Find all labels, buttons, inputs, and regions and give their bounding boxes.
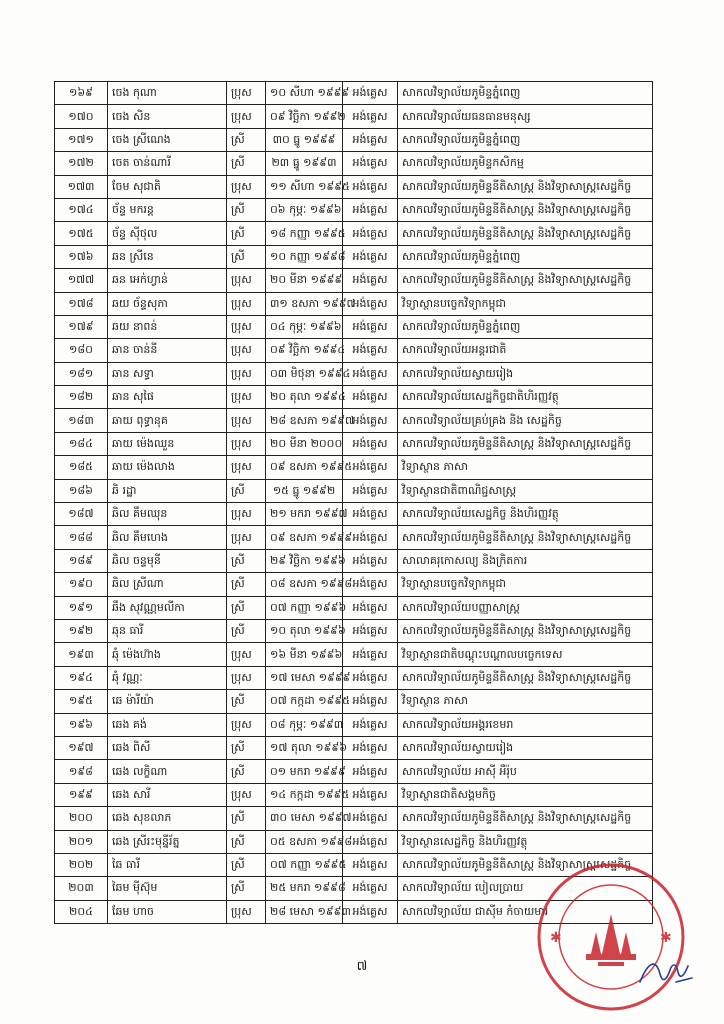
table-row (55, 666, 653, 689)
candidate-name-cell: ឆេ ម៉ារីយ៉ា (108, 690, 227, 713)
language-cell: អង់គ្លេស (343, 643, 398, 666)
language-cell: អង់គ្លេស (343, 339, 398, 362)
university-cell: វិទ្យាស្ថានបច្ចេកវិទ្យាកម្ពុជា (398, 573, 653, 596)
gender-cell: ប្រុស (227, 175, 266, 198)
candidate-name-cell: ឆិល ស្រីណា (108, 573, 227, 596)
table-row (55, 386, 653, 409)
language-cell: អង់គ្លេស (343, 877, 398, 900)
date-of-birth-cell: ០៧ កញ្ញា ១៩៩៦ (266, 596, 343, 619)
date-of-birth-cell: ២០ តុលា ១៩៩៤ (266, 386, 343, 409)
gender-cell: ប្រុស (227, 456, 266, 479)
candidate-name-cell: ច័ន្ទ មករន្ត (108, 198, 227, 221)
table-row (55, 713, 653, 736)
university-cell: សាកលវិទ្យាល័យអន្តរជាតិ (398, 339, 653, 362)
table-row (55, 269, 653, 292)
university-cell: សាកលវិទ្យាល័យធនធានមនុស្ស (398, 105, 653, 128)
candidate-name-cell: ឆេង ស្រីរះមុន្នីរ័ត្ន (108, 830, 227, 853)
temple-emblem-icon (586, 914, 636, 966)
university-cell: សាកលវិទ្យាល័យភូមិន្ទនីតិសាស្ត្រ និងវិទ្យាសាស្ត្រសេដ្ឋកិច្ច (398, 222, 653, 245)
candidate-name-cell: ឆុំ ម៉េងហ៊ាង (108, 643, 227, 666)
gender-cell: ស្រី (227, 760, 266, 783)
row-number-cell: ១៧២ (55, 152, 108, 175)
date-of-birth-cell: ៣០ មេសា ១៩៩៧ (266, 807, 343, 830)
candidate-name-cell: ឆុំ វណ្ណៈ (108, 666, 227, 689)
row-number-cell: ១៨៥ (55, 456, 108, 479)
row-number-cell: ១៧៦ (55, 245, 108, 268)
language-cell: អង់គ្លេស (343, 315, 398, 338)
gender-cell: ស្រី (227, 573, 266, 596)
candidate-name-cell: ឆេង សារី (108, 783, 227, 806)
university-cell: វិទ្យាស្ថាន ភាសា (398, 456, 653, 479)
candidate-name-cell: ចេង ស្រីណេង (108, 128, 227, 151)
university-cell: សាកលវិទ្យាល័យភូមិន្ទភ្នំពេញ (398, 245, 653, 268)
svg-text:✱: ✱ (660, 930, 672, 946)
university-cell: សាកលវិទ្យាល័យភូមិន្ទកសិកម្ម (398, 152, 653, 175)
candidate-name-cell: ឆយ ច័ន្ទសុភា (108, 292, 227, 315)
row-number-cell: ១៨៩ (55, 549, 108, 572)
language-cell: អង់គ្លេស (343, 573, 398, 596)
candidate-name-cell: ឆន អេក់ហ្វាន់ (108, 269, 227, 292)
candidate-name-cell: ច័ន្ទ ស៊ីថុល (108, 222, 227, 245)
language-cell: អង់គ្លេស (343, 292, 398, 315)
date-of-birth-cell: ១៦ មីនា ១៩៩៦ (266, 643, 343, 666)
row-number-cell: ១៩១ (55, 596, 108, 619)
university-cell: សាកលវិទ្យាល័យភូមិន្ទនីតិសាស្ត្រ និងវិទ្យាសាស្ត្រសេដ្ឋកិច្ច (398, 526, 653, 549)
svg-text:✱: ✱ (550, 930, 562, 946)
candidate-name-cell: ឆិល គឹមហេង (108, 526, 227, 549)
language-cell: អង់គ្លេស (343, 456, 398, 479)
candidate-name-cell: ឆៃ ធារី (108, 853, 227, 876)
gender-cell: ប្រុស (227, 666, 266, 689)
row-number-cell: ១៨៦ (55, 479, 108, 502)
university-cell: សាកលវិទ្យាល័យភូមិន្ទនីតិសាស្ត្រ និងវិទ្យាសាស្ត្រសេដ្ឋកិច្ច (398, 666, 653, 689)
university-cell: វិទ្យាស្ថានសេដ្ឋកិច្ច និងហិរញ្ញវត្ថុ (398, 830, 653, 853)
date-of-birth-cell: ០៣ មិថុនា ១៩៩៤ (266, 362, 343, 385)
table-row (55, 526, 653, 549)
row-number-cell: ១៨២ (55, 386, 108, 409)
table-row (55, 339, 653, 362)
row-number-cell: ១៧៤ (55, 198, 108, 221)
candidate-name-cell: ឆាន សទ្ធា (108, 362, 227, 385)
language-cell: អង់គ្លេស (343, 666, 398, 689)
row-number-cell: ១៨៣ (55, 409, 108, 432)
row-number-cell: ១៩៤ (55, 666, 108, 689)
candidate-name-cell: ឆេង គង់ (108, 713, 227, 736)
gender-cell: ស្រី (227, 198, 266, 221)
row-number-cell: ១៨០ (55, 339, 108, 362)
university-cell: សាកលវិទ្យាល័យ អាស៊ី អឺរ៉ុប (398, 760, 653, 783)
university-cell: សាកលវិទ្យាល័យសេដ្ឋកិច្ចជាតិហិរញ្ញវត្ថុ (398, 386, 653, 409)
candidate-name-cell: ឆេង ពិសី (108, 736, 227, 759)
row-number-cell: ២០២ (55, 853, 108, 876)
gender-cell: ប្រុស (227, 783, 266, 806)
language-cell: អង់គ្លេស (343, 105, 398, 128)
candidate-name-cell: ឆេង លក្ខិណា (108, 760, 227, 783)
table-row (55, 105, 653, 128)
candidate-name-cell: ឆឹង សុវណ្ណមលីកា (108, 596, 227, 619)
signature (636, 952, 696, 992)
row-number-cell: ១៨៤ (55, 432, 108, 455)
language-cell: អង់គ្លេស (343, 269, 398, 292)
university-cell: សាកលវិទ្យាល័យសេដ្ឋកិច្ច និងហិរញ្ញវត្ថុ (398, 503, 653, 526)
date-of-birth-cell: ១០ តុលា ១៩៩៦ (266, 619, 343, 642)
date-of-birth-cell: ២១ មករា ១៩៩៧ (266, 503, 343, 526)
university-cell: សាកលវិទ្យាល័យ ជាស៊ីម កំចាយមារ (398, 900, 653, 923)
language-cell: អង់គ្លេស (343, 713, 398, 736)
candidate-name-cell: ឆិល គឹមឈុន (108, 503, 227, 526)
candidate-name-cell: ចែម សុជាតិ (108, 175, 227, 198)
language-cell: អង់គ្លេស (343, 619, 398, 642)
date-of-birth-cell: ០៩ វិច្ឆិកា ១៩៩២ (266, 105, 343, 128)
language-cell: អង់គ្លេស (343, 526, 398, 549)
gender-cell: ប្រុស (227, 339, 266, 362)
row-number-cell: ១៩៥ (55, 690, 108, 713)
date-of-birth-cell: ១៥ ធ្នូ ១៩៩២ (266, 479, 343, 502)
language-cell: អង់គ្លេស (343, 900, 398, 923)
university-cell: សាកលវិទ្យាល័យភូមិន្ទនីតិសាស្ត្រ និងវិទ្យាសាស្ត្រសេដ្ឋកិច្ច (398, 619, 653, 642)
candidate-name-cell: ឆាន ចាន់នី (108, 339, 227, 362)
university-cell: វិទ្យាស្ថាន ភាសា (398, 690, 653, 713)
table-row (55, 807, 653, 830)
gender-cell: ប្រុស (227, 362, 266, 385)
table-row (55, 573, 653, 596)
row-number-cell: ១៧៣ (55, 175, 108, 198)
date-of-birth-cell: ២៩ វិច្ឆិកា ១៩៩៦ (266, 549, 343, 572)
table-row (55, 245, 653, 268)
table-row (55, 152, 653, 175)
gender-cell: ប្រុស (227, 292, 266, 315)
row-number-cell: ១៧៩ (55, 315, 108, 338)
date-of-birth-cell: ១៧ មេសា ១៩៩៩ (266, 666, 343, 689)
gender-cell: ស្រី (227, 736, 266, 759)
candidate-name-cell: ឆយ នាពន់ (108, 315, 227, 338)
table-body (55, 82, 653, 924)
page-number: ៧ (356, 959, 368, 974)
university-cell: វិទ្យាស្ថានជាតិបណ្តុះបណ្តាលបច្ចេកទេស (398, 643, 653, 666)
candidate-name-cell: ឆៃម ម៉ីស៊ុម (108, 877, 227, 900)
university-cell: សាកលវិទ្យាល័យភូមិន្ទភ្នំពេញ (398, 315, 653, 338)
date-of-birth-cell: ០៨ កុម្ភៈ ១៩៩៣ (266, 713, 343, 736)
table-row (55, 479, 653, 502)
university-cell: សាកលវិទ្យាល័យស្វាយរៀង (398, 362, 653, 385)
table-row (55, 783, 653, 806)
gender-cell: ស្រី (227, 596, 266, 619)
row-number-cell: ១៨១ (55, 362, 108, 385)
gender-cell: ស្រី (227, 690, 266, 713)
date-of-birth-cell: ០៤ កុម្ភៈ ១៩៩៦ (266, 315, 343, 338)
university-cell: វិទ្យាស្ថានបច្ចេកវិទ្យាកម្ពុជា (398, 292, 653, 315)
row-number-cell: ១៨៧ (55, 503, 108, 526)
university-cell: វិទ្យាស្ថានជាតិសង្គមកិច្ច (398, 783, 653, 806)
date-of-birth-cell: ២០ មីនា ១៩៩៩ (266, 269, 343, 292)
language-cell: អង់គ្លេស (343, 409, 398, 432)
language-cell: អង់គ្លេស (343, 690, 398, 713)
candidate-name-cell: ឆាយ ពុទ្ធានុគ (108, 409, 227, 432)
table-row (55, 82, 653, 105)
language-cell: អង់គ្លេស (343, 245, 398, 268)
date-of-birth-cell: ២៥ មករា ១៩៩៨ (266, 877, 343, 900)
date-of-birth-cell: ០៨ ឧសភា ១៩៩៨ (266, 573, 343, 596)
candidate-name-cell: ឆាយ ម៉េងលាង (108, 456, 227, 479)
gender-cell: ប្រុស (227, 315, 266, 338)
language-cell: អង់គ្លេស (343, 222, 398, 245)
date-of-birth-cell: ២០ មីនា ២០០០ (266, 432, 343, 455)
gender-cell: ប្រុស (227, 432, 266, 455)
gender-cell: ស្រី (227, 619, 266, 642)
row-number-cell: ១៩៣ (55, 643, 108, 666)
language-cell: អង់គ្លេស (343, 596, 398, 619)
date-of-birth-cell: ២៣ ធ្នូ ១៩៩៣ (266, 152, 343, 175)
university-cell: សាកលវិទ្យាល័យបញ្ញាសាស្ត្រ (398, 596, 653, 619)
candidate-name-cell: ឆុន ធារី (108, 619, 227, 642)
candidate-name-cell: ឆិល ចន្ទមុនី (108, 549, 227, 572)
table-row (55, 690, 653, 713)
gender-cell: ប្រុស (227, 713, 266, 736)
date-of-birth-cell: ២៨ ឧសភា ១៩៩៧ (266, 409, 343, 432)
language-cell: អង់គ្លេស (343, 386, 398, 409)
gender-cell: ស្រី (227, 549, 266, 572)
candidate-name-cell: ឆាយ ម៉េងឈួន (108, 432, 227, 455)
gender-cell: ស្រី (227, 152, 266, 175)
gender-cell: ប្រុស (227, 269, 266, 292)
row-number-cell: ២០៣ (55, 877, 108, 900)
gender-cell: ប្រុស (227, 643, 266, 666)
university-cell: សាកលវិទ្យាល័យភូមិន្ទនីតិសាស្ត្រ និងវិទ្យាសាស្ត្រសេដ្ឋកិច្ច (398, 269, 653, 292)
row-number-cell: ១៩២ (55, 619, 108, 642)
table-row (55, 315, 653, 338)
table-row (55, 432, 653, 455)
table-row (55, 830, 653, 853)
candidate-name-cell: ឆាន សុផៃ (108, 386, 227, 409)
gender-cell: ប្រុស (227, 526, 266, 549)
gender-cell: ស្រី (227, 830, 266, 853)
gender-cell: ស្រី (227, 807, 266, 830)
gender-cell: ស្រី (227, 877, 266, 900)
date-of-birth-cell: ០៩ ឧសភា ១៩៩៩ (266, 526, 343, 549)
row-number-cell: ២០៤ (55, 900, 108, 923)
date-of-birth-cell: ០៥ ឧសភា ១៩៩៨ (266, 830, 343, 853)
gender-cell: ប្រុស (227, 105, 266, 128)
row-number-cell: ១៩០ (55, 573, 108, 596)
row-number-cell: ១៦៩ (55, 82, 108, 105)
table-row (55, 503, 653, 526)
university-cell: សាកលវិទ្យាល័យភូមិន្ទនីតិសាស្ត្រ និងវិទ្យាសាស្ត្រសេដ្ឋកិច្ច (398, 432, 653, 455)
candidate-name-cell: ចេត ចាន់ណារី (108, 152, 227, 175)
gender-cell: ប្រុស (227, 386, 266, 409)
date-of-birth-cell: ១៤ កក្កដា ១៩៩៥ (266, 783, 343, 806)
table-row (55, 292, 653, 315)
date-of-birth-cell: ១០ សីហា ១៩៩៩ (266, 82, 343, 105)
candidate-name-cell: ឆន ស្រីនេ (108, 245, 227, 268)
date-of-birth-cell: ០៧ កក្កដា ១៩៩៥ (266, 690, 343, 713)
gender-cell: ប្រុស (227, 82, 266, 105)
university-cell: សាកលវិទ្យាល័យភូមិន្ទនីតិសាស្ត្រ និងវិទ្យាសាស្ត្រសេដ្ឋកិច្ច (398, 807, 653, 830)
language-cell: អង់គ្លេស (343, 362, 398, 385)
gender-cell: ប្រុស (227, 409, 266, 432)
row-number-cell: ១៧៥ (55, 222, 108, 245)
university-cell: សាលាគរុកោសល្យ និងក្រិតការ (398, 549, 653, 572)
university-cell: សាកលវិទ្យាល័យភូមិន្ទភ្នំពេញ (398, 82, 653, 105)
gender-cell: ស្រី (227, 245, 266, 268)
date-of-birth-cell: ០៩ វិច្ឆិកា ១៩៩៤ (266, 339, 343, 362)
row-number-cell: ១៩៨ (55, 760, 108, 783)
table-row (55, 128, 653, 151)
language-cell: អង់គ្លេស (343, 479, 398, 502)
gender-cell: ស្រី (227, 853, 266, 876)
candidate-name-cell: ចេង កុណា (108, 82, 227, 105)
table-row (55, 362, 653, 385)
university-cell: សាកលវិទ្យាល័យគ្រប់គ្រង និង សេដ្ឋកិច្ច (398, 409, 653, 432)
gender-cell: ប្រុស (227, 900, 266, 923)
date-of-birth-cell: ១១ សីហា ១៩៩៥ (266, 175, 343, 198)
language-cell: អង់គ្លេស (343, 736, 398, 759)
candidate-name-cell: ចេង សិន (108, 105, 227, 128)
row-number-cell: ១៧១ (55, 128, 108, 151)
row-number-cell: ១៧៧ (55, 269, 108, 292)
table-row (55, 175, 653, 198)
row-number-cell: ១៩៧ (55, 736, 108, 759)
row-number-cell: ១៩៦ (55, 713, 108, 736)
university-cell: សាកលវិទ្យាល័យភូមិន្ទនីតិសាស្ត្រ និងវិទ្យាសាស្ត្រសេដ្ឋកិច្ច (398, 853, 653, 876)
candidate-name-cell: ឆិ រដ្ឋា (108, 479, 227, 502)
table-row (55, 619, 653, 642)
language-cell: អង់គ្លេស (343, 830, 398, 853)
row-number-cell: ១៧០ (55, 105, 108, 128)
language-cell: អង់គ្លេស (343, 432, 398, 455)
table-row (55, 549, 653, 572)
table-row (55, 596, 653, 619)
date-of-birth-cell: ០៦ កុម្ភៈ ១៩៩៦ (266, 198, 343, 221)
row-number-cell: ១៨៨ (55, 526, 108, 549)
row-number-cell: ២០១ (55, 830, 108, 853)
language-cell: អង់គ្លេស (343, 807, 398, 830)
language-cell: អង់គ្លេស (343, 783, 398, 806)
date-of-birth-cell: ១០ កញ្ញា ១៩៩៨ (266, 245, 343, 268)
table-row (55, 760, 653, 783)
language-cell: អង់គ្លេស (343, 198, 398, 221)
language-cell: អង់គ្លេស (343, 175, 398, 198)
language-cell: អង់គ្លេស (343, 152, 398, 175)
date-of-birth-cell: ៣០ ធ្នូ ១៩៩៩ (266, 128, 343, 151)
language-cell: អង់គ្លេស (343, 82, 398, 105)
university-cell: សាកលវិទ្យាល័យភូមិន្ទភ្នំពេញ (398, 128, 653, 151)
table-row (55, 222, 653, 245)
date-of-birth-cell: ១៧ តុលា ១៩៩៦ (266, 736, 343, 759)
date-of-birth-cell: ៣១ ឧសភា ១៩៩៧ (266, 292, 343, 315)
gender-cell: ស្រី (227, 479, 266, 502)
gender-cell: ប្រុស (227, 503, 266, 526)
language-cell: អង់គ្លេស (343, 760, 398, 783)
date-of-birth-cell: ១៨ កញ្ញា ១៩៩៥ (266, 222, 343, 245)
language-cell: អង់គ្លេស (343, 503, 398, 526)
gender-cell: ស្រី (227, 128, 266, 151)
university-cell: សាកលវិទ្យាល័យភូមិន្ទនីតិសាស្ត្រ និងវិទ្យាសាស្ត្រសេដ្ឋកិច្ច (398, 198, 653, 221)
language-cell: អង់គ្លេស (343, 549, 398, 572)
table-row (55, 456, 653, 479)
table-row (55, 736, 653, 759)
date-of-birth-cell: ០១ មករា ១៩៩៩ (266, 760, 343, 783)
table-row (55, 409, 653, 432)
university-cell: សាកលវិទ្យាល័យអង្គរខេមរា (398, 713, 653, 736)
candidate-name-cell: ឆែម ហាច (108, 900, 227, 923)
language-cell: អង់គ្លេស (343, 853, 398, 876)
date-of-birth-cell: ០៩ ឧសភា ១៩៩៥ (266, 456, 343, 479)
table-row (55, 198, 653, 221)
university-cell: សាកលវិទ្យាល័យ បៀលប្រាយ (398, 877, 653, 900)
candidate-name-cell: ឆេង សុខលាភ (108, 807, 227, 830)
table-row (55, 643, 653, 666)
university-cell: វិទ្យាស្ថានជាតិពាណិជ្ជសាស្ត្រ (398, 479, 653, 502)
university-cell: សាកលវិទ្យាល័យស្វាយរៀង (398, 736, 653, 759)
candidate-table (54, 81, 653, 924)
row-number-cell: ១៩៩ (55, 783, 108, 806)
row-number-cell: ១៧៨ (55, 292, 108, 315)
university-cell: សាកលវិទ្យាល័យភូមិន្ទនីតិសាស្ត្រ និងវិទ្យាសាស្ត្រសេដ្ឋកិច្ច (398, 175, 653, 198)
date-of-birth-cell: ០៧ កញ្ញា ១៩៩៥ (266, 853, 343, 876)
row-number-cell: ២០០ (55, 807, 108, 830)
language-cell: អង់គ្លេស (343, 128, 398, 151)
date-of-birth-cell: ២៨ មេសា ១៩៩៣ (266, 900, 343, 923)
gender-cell: ស្រី (227, 222, 266, 245)
